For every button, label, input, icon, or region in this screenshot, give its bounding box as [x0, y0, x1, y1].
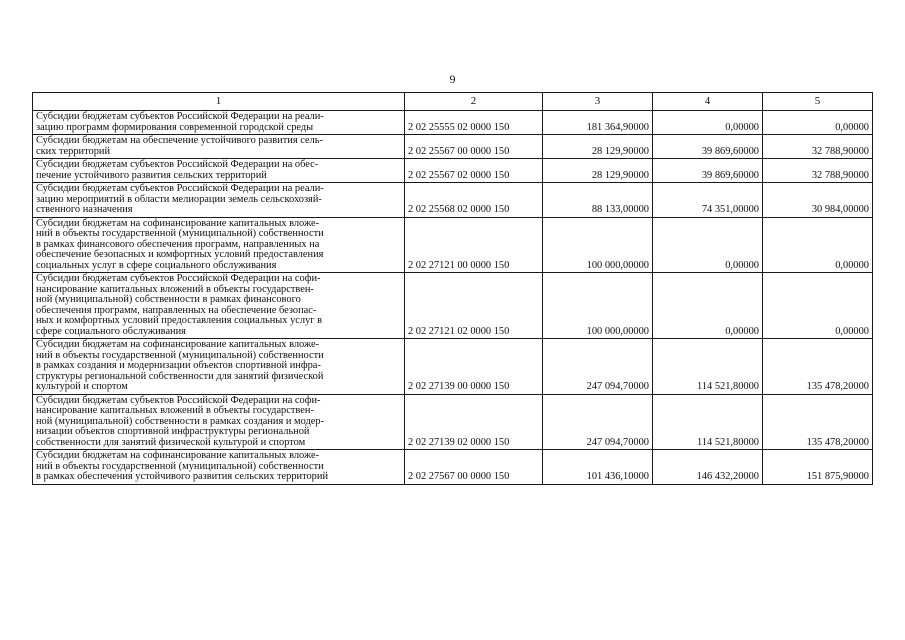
row-description: Субсидии бюджетам на софинансирование капитальных вложе- ний в объекты государственной (муниципальной) собственности в рамках финансового обеспечения программ, направленных на обеспечение безопасных и комфортных условий предоставления социальных услуг в сфере социального обслуживания [33, 217, 405, 273]
row-description: Субсидии бюджетам субъектов Российской Федерации на софи- нансирование капитальных вложений в объекты государствен- ной (муниципальной) собственности в рамках создания и модер- низации объектов спортивной инфраструктуры региональной собственности для занятий физической культурой и спортом [33, 394, 405, 450]
budget-table [32, 92, 873, 485]
table-row [33, 135, 873, 159]
row-value-5: 0,00000 [763, 217, 873, 273]
table-row [33, 273, 873, 339]
row-code: 2 02 27139 00 0000 150 [405, 339, 543, 395]
row-code: 2 02 25567 00 0000 150 [405, 135, 543, 159]
row-value-3: 101 436,10000 [543, 450, 653, 485]
row-code: 2 02 27139 02 0000 150 [405, 394, 543, 450]
row-description: Субсидии бюджетам субъектов Российской Федерации на софи- нансирование капитальных вложений в объекты государствен- ной (муниципальной) собственности в рамках финансового обеспечения программ, направленных на обеспечение безопас- ных и комфортных условий предоставления социальных услуг в сфере социального обслуживания [33, 273, 405, 339]
row-value-4: 114 521,80000 [653, 339, 763, 395]
column-header-5: 5 [763, 93, 873, 111]
table-row [33, 339, 873, 395]
row-value-4: 0,00000 [653, 111, 763, 135]
row-value-4: 74 351,00000 [653, 183, 763, 218]
row-value-3: 28 129,90000 [543, 159, 653, 183]
row-description: Субсидии бюджетам субъектов Российской Федерации на реали- зацию мероприятий в области мелиорации земель сельскохозяй- ственного назначения [33, 183, 405, 218]
table-row [33, 159, 873, 183]
row-value-4: 0,00000 [653, 273, 763, 339]
column-header-1: 1 [33, 93, 405, 111]
row-value-4: 0,00000 [653, 217, 763, 273]
row-value-3: 88 133,00000 [543, 183, 653, 218]
row-code: 2 02 25555 02 0000 150 [405, 111, 543, 135]
row-value-5: 0,00000 [763, 111, 873, 135]
row-value-5: 135 478,20000 [763, 394, 873, 450]
row-description: Субсидии бюджетам на обеспечение устойчивого развития сель- ских территорий [33, 135, 405, 159]
row-description: Субсидии бюджетам субъектов Российской Федерации на обес- печение устойчивого развития сельских территорий [33, 159, 405, 183]
row-value-3: 100 000,00000 [543, 273, 653, 339]
row-value-3: 247 094,70000 [543, 394, 653, 450]
table-header-row [33, 93, 873, 111]
page-number: 9 [449, 72, 456, 86]
table-row [33, 394, 873, 450]
row-description: Субсидии бюджетам на софинансирование капитальных вложе- ний в объекты государственной (муниципальной) собственности в рамках создания и модернизации объектов спортивной инфра- структуры региональной собственности для занятий физической культурой и спортом [33, 339, 405, 395]
column-header-2: 2 [405, 93, 543, 111]
row-value-5: 30 984,00000 [763, 183, 873, 218]
row-value-3: 247 094,70000 [543, 339, 653, 395]
row-value-5: 32 788,90000 [763, 135, 873, 159]
row-value-4: 114 521,80000 [653, 394, 763, 450]
table-row [33, 217, 873, 273]
row-code: 2 02 25568 02 0000 150 [405, 183, 543, 218]
column-header-3: 3 [543, 93, 653, 111]
column-header-4: 4 [653, 93, 763, 111]
table-row [33, 183, 873, 218]
row-value-5: 32 788,90000 [763, 159, 873, 183]
row-code: 2 02 27567 00 0000 150 [405, 450, 543, 485]
row-value-5: 0,00000 [763, 273, 873, 339]
row-description: Субсидии бюджетам субъектов Российской Федерации на реали- зацию программ формирования современной городской среды [33, 111, 405, 135]
row-code: 2 02 27121 02 0000 150 [405, 273, 543, 339]
row-value-3: 28 129,90000 [543, 135, 653, 159]
row-value-3: 181 364,90000 [543, 111, 653, 135]
row-code: 2 02 25567 02 0000 150 [405, 159, 543, 183]
row-value-5: 135 478,20000 [763, 339, 873, 395]
row-value-4: 39 869,60000 [653, 135, 763, 159]
row-value-4: 39 869,60000 [653, 159, 763, 183]
row-value-3: 100 000,00000 [543, 217, 653, 273]
row-value-5: 151 875,90000 [763, 450, 873, 485]
row-code: 2 02 27121 00 0000 150 [405, 217, 543, 273]
table-row [33, 450, 873, 485]
table-row [33, 111, 873, 135]
row-description: Субсидии бюджетам на софинансирование капитальных вложе- ний в объекты государственной (муниципальной) собственности в рамках обеспечения устойчивого развития сельских территорий [33, 450, 405, 485]
row-value-4: 146 432,20000 [653, 450, 763, 485]
